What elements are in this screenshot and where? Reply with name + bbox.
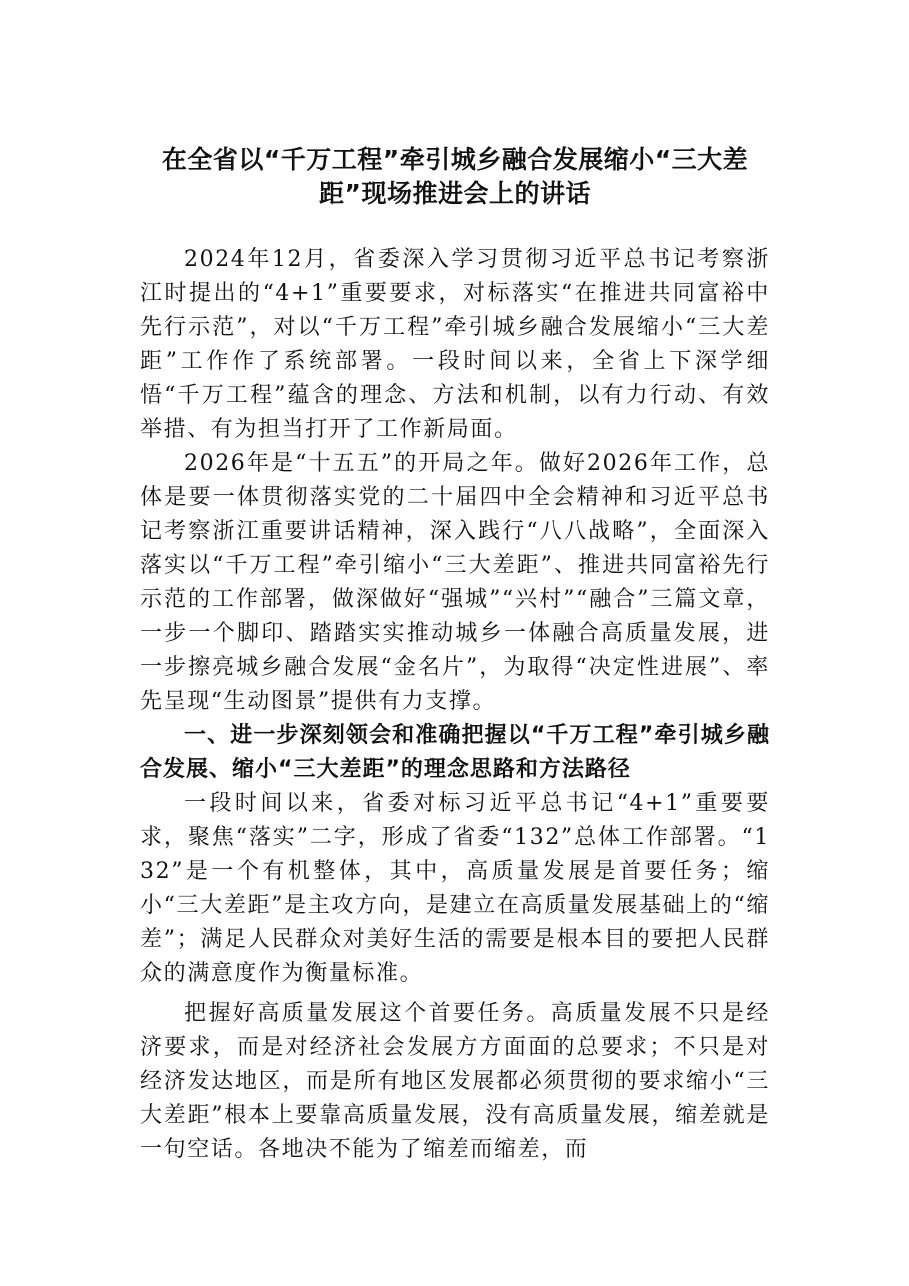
document-body	[140, 243, 770, 1167]
section-heading-1: 一、进一步深刻领会和准确把握以“千万工程”牵引城乡融合发展、缩小“三大差距”的理念思路和方法路径	[140, 723, 770, 782]
document-title: 在全省以“千万工程”牵引城乡融合发展缩小“三大差距”现场推进会上的讲话	[161, 145, 749, 208]
paragraph-intro: 2024年12月，省委深入学习贯彻习近平总书记考察浙江时提出的“4+1”重要要求，对标落实“在推进共同富裕中先行示范”，对以“千万工程”牵引城乡融合发展缩小“三大差距”工作作了系统部署。一段时间以来，全省上下深学细悟“千万工程”蕴含的理念、方法和机制，以有力行动、有效举措、有为担当打开了工作新局面。	[140, 247, 770, 442]
paragraph-high-quality-development: 把握好高质量发展这个首要任务。高质量发展不只是经济要求，而是对经济社会发展方方面面的总要求；不只是对经济发达地区，而是所有地区发展都必须贯彻的要求缩小“三大差距”根本上要靠高质量发展，没有高质量发展，缩差就是一句空话。各地决不能为了缩差而缩差，而	[140, 1001, 770, 1162]
paragraph-2026-work: 2026年是“十五五”的开局之年。做好2026年工作，总体是要一体贯彻落实党的二十届四中全会精神和习近平总书记考察浙江重要讲话精神，深入践行“八八战略”，全面深入落实以“千万工程”牵引缩小“三大差距”、推进共同富裕先行示范的工作部署，做深做好“强城”“兴村”“融合”三篇文章，一步一个脚印、踏踏实实推动城乡一体融合高质量发展，进一步擦亮城乡融合发展“金名片”，为取得“决定性进展”、率先呈现“生动图景”提供有力支撑。	[140, 451, 770, 714]
paragraph-132-deployment: 一段时间以来，省委对标习近平总书记“4+1”重要要求，聚焦“落实”二字，形成了省委“132”总体工作部署。“132”是一个有机整体，其中，高质量发展是首要任务；缩小“三大差距”是主攻方向，是建立在高质量发展基础上的“缩差”；满足人民群众对美好生活的需要是根本目的要把人民群众的满意度作为衡量标准。	[140, 791, 770, 986]
